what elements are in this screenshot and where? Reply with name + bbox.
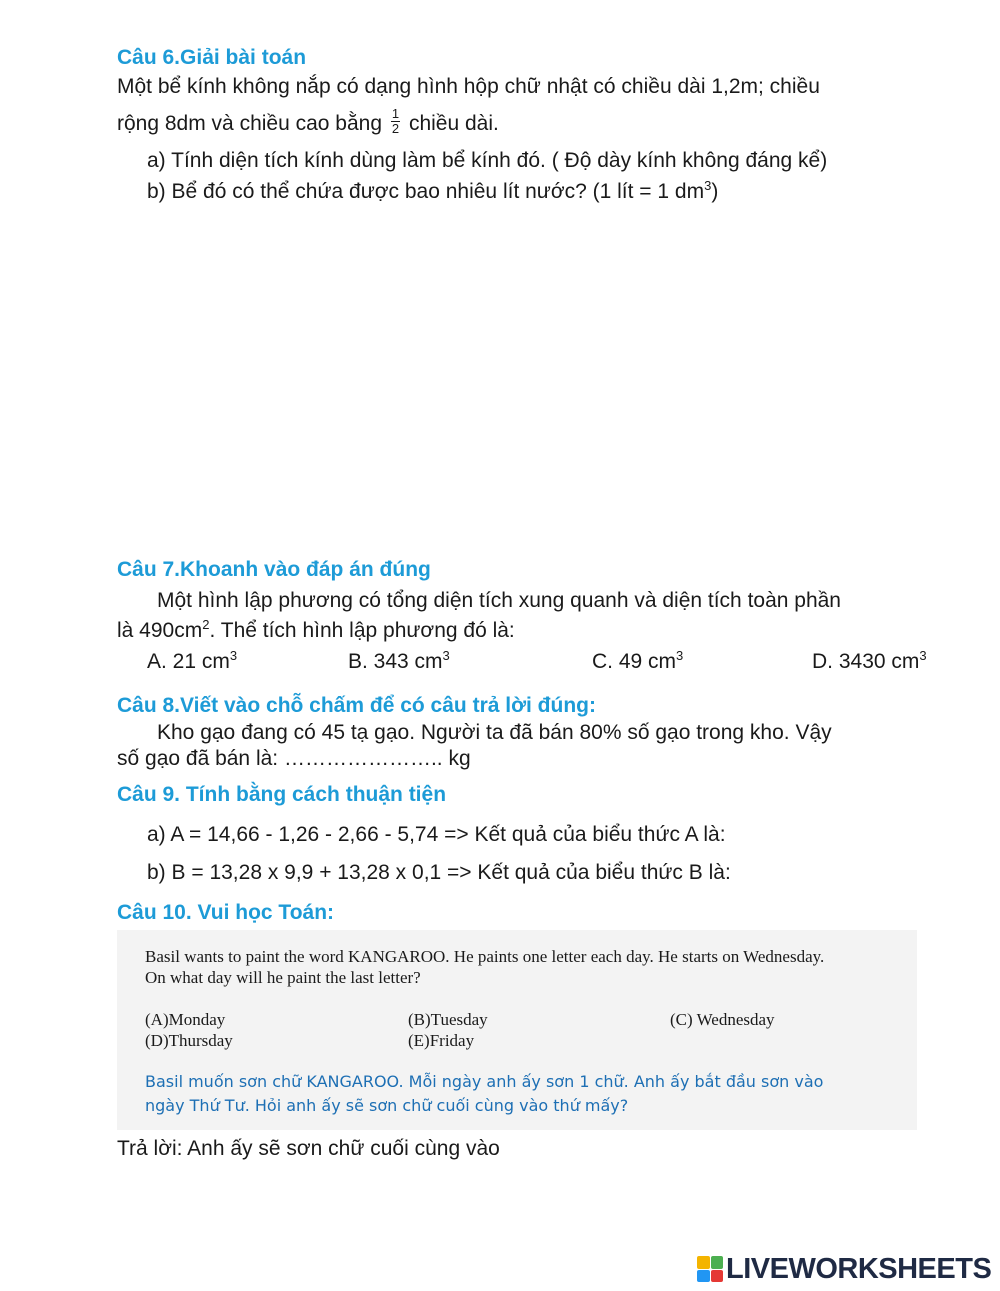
- q7-line2: [117, 618, 515, 644]
- q6-title: Câu 6.Giải bài toán: [117, 46, 307, 69]
- q7-line2-sup: 2: [202, 617, 210, 632]
- q10-answer-prompt: Trả lời: Anh ấy sẽ sơn chữ cuối cùng vào: [117, 1137, 500, 1160]
- q6-part-b-sup: 3: [704, 178, 712, 193]
- logo-text: LIVEWORKSHEETS: [726, 1252, 992, 1285]
- logo-square-red: [711, 1270, 724, 1283]
- q8-line1: Kho gạo đang có 45 tạ gạo. Người ta đã bán 80% số gạo trong kho. Vậy: [157, 721, 832, 744]
- q10-vi-line1: Basil muốn sơn chữ KANGAROO. Mỗi ngày anh ấy sơn 1 chữ. Anh ấy bắt đầu sơn vào: [145, 1072, 824, 1091]
- q7-line2-before: là 490cm: [117, 619, 203, 642]
- q7-option-a-text: A. 21 cm: [147, 650, 230, 673]
- q7-option-b-text: B. 343 cm: [348, 650, 443, 673]
- q7-option-c-text: C. 49 cm: [592, 650, 677, 673]
- q10-title: Câu 10. Vui học Toán:: [117, 901, 335, 924]
- q6-part-b-text: b) Bể đó có thể chứa được bao nhiêu lít nước? (1 lít = 1 dm: [147, 180, 705, 203]
- q6-part-b-end: ): [711, 180, 719, 203]
- q6-part-b: [147, 179, 718, 205]
- q7-option-b-sup: 3: [442, 648, 450, 663]
- q6-part-a: a) Tính diện tích kính dùng làm bể kính đó. ( Độ dày kính không đáng kể): [147, 149, 828, 172]
- q6-line2: [117, 106, 499, 139]
- q10-choice-e: (E)Friday: [408, 1031, 475, 1050]
- q6-frac-den: 2: [391, 121, 400, 136]
- q10-problem-image: [117, 930, 917, 1130]
- q6-frac-num: 1: [391, 106, 400, 121]
- q7-option-d[interactable]: [812, 649, 927, 675]
- q6-line2-after: chiều dài.: [408, 112, 499, 136]
- q8-line2: số gạo đã bán là: ………………….. kg: [117, 747, 471, 770]
- logo-square-blue: [697, 1270, 710, 1283]
- q9-part-b: b) B = 13,28 x 9,9 + 13,28 x 0,1 => Kết quả của biểu thức B là:: [147, 861, 731, 884]
- q6-line1: Một bể kính không nắp có dạng hình hộp chữ nhật có chiều dài 1,2m; chiều: [117, 75, 820, 98]
- q9-title: Câu 9. Tính bằng cách thuận tiện: [117, 783, 447, 806]
- logo-square-yellow: [697, 1256, 710, 1269]
- q7-line1: Một hình lập phương có tổng diện tích xung quanh và diện tích toàn phần: [157, 589, 841, 612]
- q6-line2-before: rộng 8dm và chiều cao bằng: [117, 112, 383, 136]
- q10-choice-d: (D)Thursday: [145, 1031, 233, 1050]
- q7-option-c[interactable]: [592, 649, 683, 675]
- logo-mark-icon: [697, 1256, 723, 1282]
- q7-option-a[interactable]: [147, 649, 237, 675]
- q7-line2-after: . Thể tích hình lập phương đó là:: [209, 619, 515, 642]
- q10-choice-a: (A)Monday: [145, 1010, 226, 1029]
- q7-option-d-sup: 3: [919, 648, 927, 663]
- q6-fraction: [391, 107, 400, 136]
- q10-en-line1: Basil wants to paint the word KANGAROO. He paints one letter each day. He starts on Wednesday.: [145, 947, 825, 966]
- q8-title: Câu 8.Viết vào chỗ chấm để có câu trả lời đúng:: [117, 694, 596, 717]
- q9-part-a: a) A = 14,66 - 1,26 - 2,66 - 5,74 => Kết quả của biểu thức A là:: [147, 823, 726, 846]
- logo-square-green: [711, 1256, 724, 1269]
- q10-vi-line2: ngày Thứ Tư. Hỏi anh ấy sẽ sơn chữ cuối cùng vào thứ mấy?: [145, 1096, 629, 1115]
- q7-title: Câu 7.Khoanh vào đáp án đúng: [117, 558, 431, 581]
- q7-option-b[interactable]: [348, 649, 450, 675]
- q10-en-line2: On what day will he paint the last letter?: [145, 968, 421, 987]
- q10-choice-c: (C) Wednesday: [670, 1010, 775, 1029]
- q7-option-d-text: D. 3430 cm: [812, 650, 920, 673]
- q10-choice-b: (B)Tuesday: [408, 1010, 488, 1029]
- liveworksheets-logo: [697, 1253, 991, 1285]
- q7-option-a-sup: 3: [229, 648, 238, 663]
- q7-option-c-sup: 3: [676, 648, 684, 663]
